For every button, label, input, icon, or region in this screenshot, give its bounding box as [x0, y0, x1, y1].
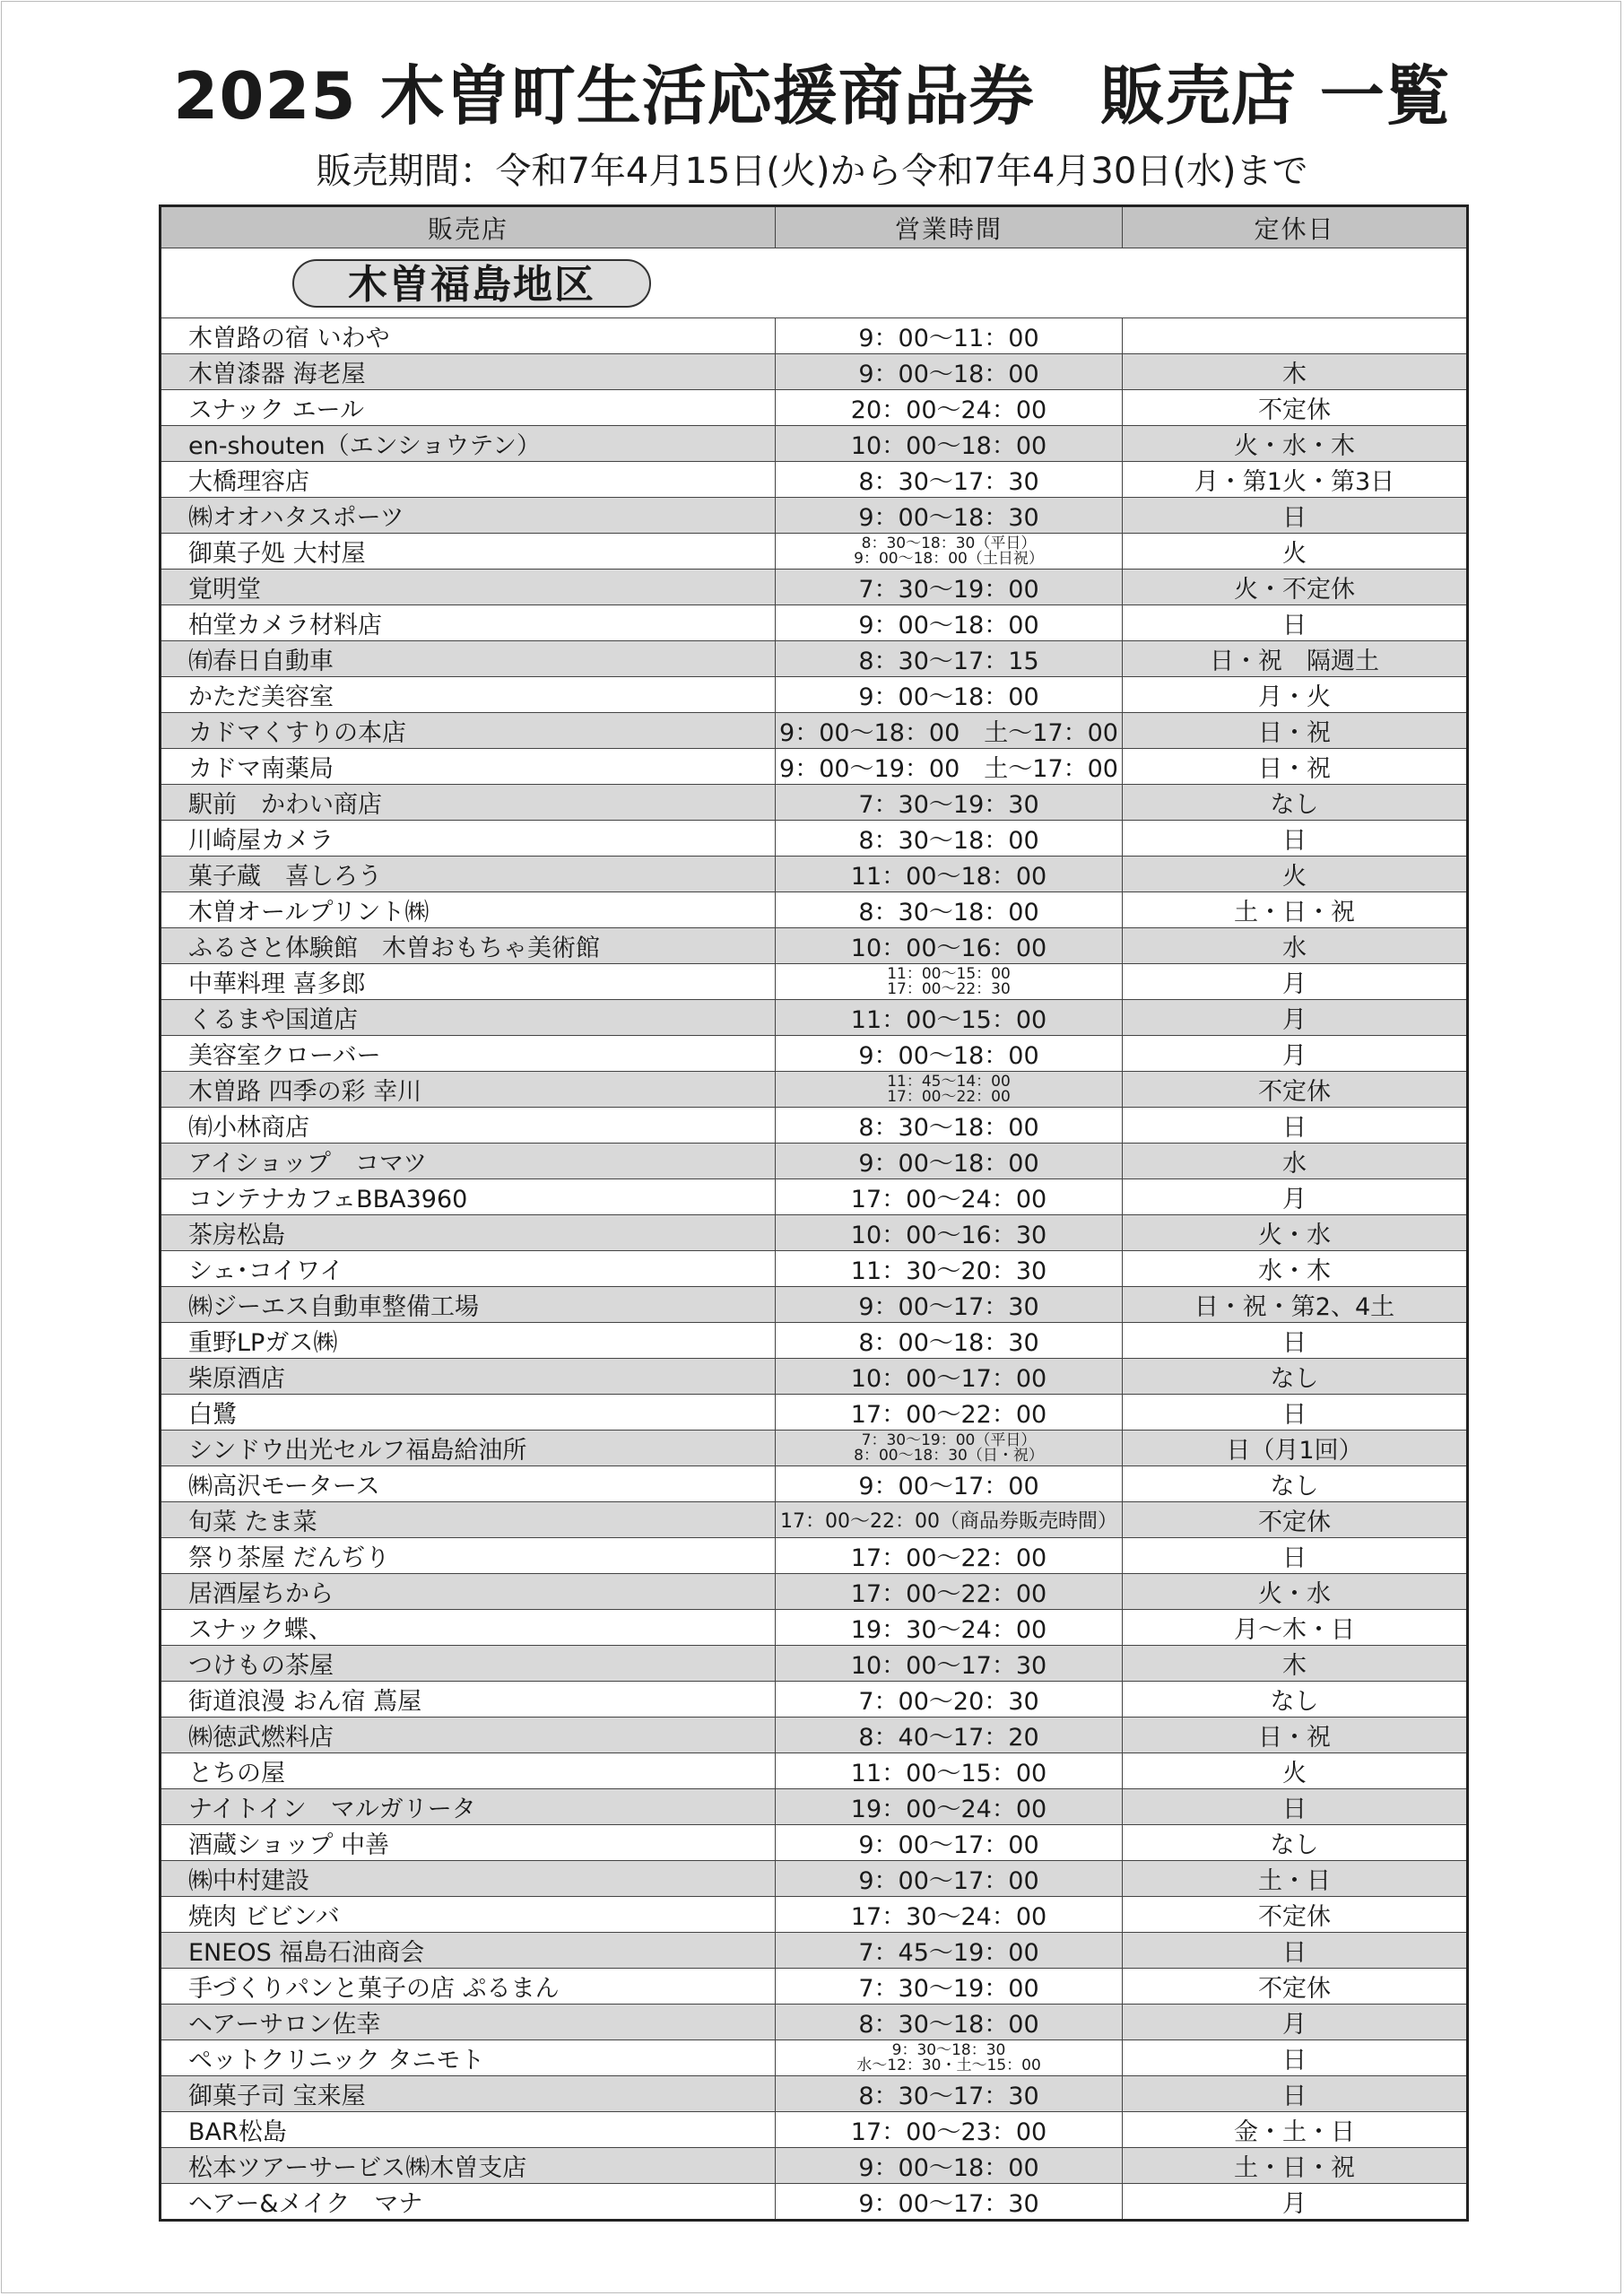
table-row [161, 1108, 1468, 1144]
closed-days: 不定休 [1123, 1502, 1468, 1538]
table-row [161, 390, 1468, 426]
store-name: とちの屋 [161, 1753, 776, 1789]
store-name: 菓子蔵 喜しろう [161, 857, 776, 892]
table-row [161, 498, 1468, 534]
sales-period: 販売期間：令和7年4月15日(火)から令和7年4月30日(水)まで [316, 151, 1308, 192]
table-row [161, 1538, 1468, 1574]
table-row [161, 928, 1468, 964]
table-row [161, 1179, 1468, 1215]
business-hours: 10：00～16：00 [776, 928, 1123, 964]
business-hours: 17：00～24：00 [776, 1179, 1123, 1215]
store-name: カドマくすりの本店 [161, 713, 776, 749]
business-hours: 10：00～17：30 [776, 1646, 1123, 1682]
business-hours: 9：00～18：00 [776, 605, 1123, 641]
table-row [161, 2184, 1468, 2221]
closed-days: なし [1123, 785, 1468, 821]
store-name: 酒蔵ショップ 中善 [161, 1825, 776, 1861]
table-row [161, 1574, 1468, 1610]
business-hours: 7：30～19：30 [776, 785, 1123, 821]
business-hours-line2: 水～12：30・土～15：00 [856, 2056, 1041, 2074]
table-row [161, 1359, 1468, 1395]
business-hours: 9：00～11：00 [776, 318, 1123, 354]
closed-days: 月 [1123, 1000, 1468, 1036]
store-name: アイショップ コマツ [161, 1144, 776, 1179]
business-hours: 7：00～20：30 [776, 1682, 1123, 1718]
business-hours: 17：00～22：00 [776, 1395, 1123, 1431]
column-header-store: 販売店 [161, 206, 776, 248]
table-row [161, 857, 1468, 892]
table-row [161, 2040, 1468, 2076]
table-row [161, 1287, 1468, 1323]
store-name: 重野LPガス㈱ [161, 1323, 776, 1359]
closed-days: 木 [1123, 1646, 1468, 1682]
store-name: ヘアー&メイク マナ [161, 2184, 776, 2221]
closed-days [1123, 318, 1468, 354]
store-list-table [159, 204, 1469, 2222]
store-name: 旬菜 たま菜 [161, 1502, 776, 1538]
business-hours: 19：30～24：00 [776, 1610, 1123, 1646]
business-hours-line1: 8：30～18：30（平日） [861, 534, 1037, 552]
store-name: 柴原酒店 [161, 1359, 776, 1395]
store-name: かただ美容室 [161, 677, 776, 713]
business-hours-line1: 7：30～19：00（平日） [861, 1431, 1037, 1449]
store-name: 手づくりパンと菓子の店 ぷるまん [161, 1969, 776, 2005]
business-hours: 8：30～17：15 [776, 641, 1123, 677]
store-name: シンドウ出光セルフ福島給油所 [161, 1431, 776, 1466]
business-hours [776, 1431, 1123, 1466]
business-hours-line2: 8：00～18：30（日・祝） [854, 1446, 1044, 1465]
store-name: くるまや国道店 [161, 1000, 776, 1036]
store-name: ㈱高沢モータース [161, 1466, 776, 1502]
store-name: コンテナカフェBBA3960 [161, 1179, 776, 1215]
store-name: 焼肉 ビビンバ [161, 1897, 776, 1933]
store-name: 茶房松島 [161, 1215, 776, 1251]
table-row [161, 605, 1468, 641]
table-row [161, 1646, 1468, 1682]
closed-days: なし [1123, 1466, 1468, 1502]
district-label: 木曽福島地区 [292, 259, 651, 308]
business-hours-line2: 17：00～22：30 [887, 979, 1011, 998]
business-hours: 10：00～16：30 [776, 1215, 1123, 1251]
store-name: つけもの茶屋 [161, 1646, 776, 1682]
table-row [161, 641, 1468, 677]
closed-days: 日（月1回） [1123, 1431, 1468, 1466]
store-name: 居酒屋ちから [161, 1574, 776, 1610]
business-hours: 8：00～18：30 [776, 1323, 1123, 1359]
table-header-row [161, 206, 1468, 248]
closed-days: 土・日・祝 [1123, 892, 1468, 928]
business-hours: 19：00～24：00 [776, 1789, 1123, 1825]
store-name: 白鷺 [161, 1395, 776, 1431]
closed-days: 日 [1123, 1108, 1468, 1144]
table-row [161, 1610, 1468, 1646]
closed-days: 日 [1123, 1323, 1468, 1359]
store-name: 美容室クローバー [161, 1036, 776, 1072]
closed-days: 水 [1123, 928, 1468, 964]
store-name: 木曽漆器 海老屋 [161, 354, 776, 390]
table-row [161, 1144, 1468, 1179]
closed-days: 月 [1123, 1036, 1468, 1072]
store-name: ナイトイン マルガリータ [161, 1789, 776, 1825]
closed-days: 土・日 [1123, 1861, 1468, 1897]
store-name: 駅前 かわい商店 [161, 785, 776, 821]
closed-days: 不定休 [1123, 1969, 1468, 2005]
business-hours: 9：00～18：00 [776, 1036, 1123, 1072]
closed-days: 月 [1123, 964, 1468, 1000]
business-hours: 9：00～17：00 [776, 1466, 1123, 1502]
business-hours: 7：45～19：00 [776, 1933, 1123, 1969]
store-name: スナック蝶、 [161, 1610, 776, 1646]
table-row [161, 821, 1468, 857]
store-name: ㈱中村建設 [161, 1861, 776, 1897]
business-hours: 9：00～17：00 [776, 1825, 1123, 1861]
store-name: 街道浪漫 おん宿 蔦屋 [161, 1682, 776, 1718]
business-hours: 9：00～17：00 [776, 1861, 1123, 1897]
closed-days: 月 [1123, 2184, 1468, 2221]
closed-days: 月～木・日 [1123, 1610, 1468, 1646]
closed-days: 月 [1123, 1179, 1468, 1215]
business-hours: 17：30～24：00 [776, 1897, 1123, 1933]
store-name: 木曽オールプリント㈱ [161, 892, 776, 928]
closed-days: 火 [1123, 1753, 1468, 1789]
table-row [161, 1036, 1468, 1072]
business-hours: 8：40～17：20 [776, 1718, 1123, 1753]
table-row [161, 1969, 1468, 2005]
store-name: スナック エール [161, 390, 776, 426]
closed-days: 日 [1123, 605, 1468, 641]
store-name: 御菓子処 大村屋 [161, 534, 776, 570]
table-row [161, 1215, 1468, 1251]
closed-days: 不定休 [1123, 1897, 1468, 1933]
closed-days: 日・祝 隔週土 [1123, 641, 1468, 677]
closed-days: 火・水・木 [1123, 426, 1468, 462]
business-hours: 9：00～18：00 [776, 2148, 1123, 2184]
closed-days: 日・祝 [1123, 1718, 1468, 1753]
store-name: 柏堂カメラ材料店 [161, 605, 776, 641]
table-row [161, 892, 1468, 928]
table-row [161, 1431, 1468, 1466]
business-hours: 8：30～18：00 [776, 892, 1123, 928]
table-row [161, 1718, 1468, 1753]
table-row [161, 534, 1468, 570]
business-hours: 10：00～17：00 [776, 1359, 1123, 1395]
closed-days: 日 [1123, 1395, 1468, 1431]
closed-days: 不定休 [1123, 1072, 1468, 1108]
business-hours: 17：00～22：00（商品券販売時間） [776, 1502, 1123, 1538]
closed-days: 月・火 [1123, 677, 1468, 713]
store-name: ペットクリニック タニモト [161, 2040, 776, 2076]
store-name: en-shouten（エンショウテン） [161, 426, 776, 462]
business-hours: 9：00～18：00 [776, 354, 1123, 390]
closed-days: 不定休 [1123, 390, 1468, 426]
table-row [161, 1861, 1468, 1897]
closed-days: 水 [1123, 1144, 1468, 1179]
business-hours: 7：30～19：00 [776, 1969, 1123, 2005]
business-hours: 8：30～17：30 [776, 462, 1123, 498]
business-hours: 17：00～23：00 [776, 2112, 1123, 2148]
table-row [161, 570, 1468, 605]
business-hours: 8：30～17：30 [776, 2076, 1123, 2112]
closed-days: 日 [1123, 1538, 1468, 1574]
closed-days: 日 [1123, 821, 1468, 857]
business-hours-line1: 11：00～15：00 [887, 964, 1011, 983]
table-row [161, 1395, 1468, 1431]
closed-days: なし [1123, 1825, 1468, 1861]
business-hours-line1: 9：30～18：30 [891, 2040, 1006, 2059]
closed-days: 火・水 [1123, 1215, 1468, 1251]
business-hours: 9：00～17：30 [776, 2184, 1123, 2221]
table-row [161, 2076, 1468, 2112]
table-row [161, 749, 1468, 785]
table-row [161, 1502, 1468, 1538]
page-title: 2025 木曽町生活応援商品券 販売店 一覧 [173, 58, 1451, 134]
closed-days: 日・祝 [1123, 713, 1468, 749]
business-hours: 8：30～18：00 [776, 821, 1123, 857]
business-hours: 17：00～22：00 [776, 1538, 1123, 1574]
table-row [161, 2005, 1468, 2040]
business-hours: 11：30～20：30 [776, 1251, 1123, 1287]
table-row [161, 354, 1468, 390]
column-header-closed: 定休日 [1123, 206, 1468, 248]
closed-days: 日 [1123, 2040, 1468, 2076]
table-row [161, 318, 1468, 354]
closed-days: 火 [1123, 857, 1468, 892]
store-name: 覚明堂 [161, 570, 776, 605]
business-hours: 9：00～19：00 土～17：00 [776, 749, 1123, 785]
table-row [161, 1897, 1468, 1933]
business-hours-line2: 17：00～22：00 [887, 1087, 1011, 1106]
business-hours: 11：00～15：00 [776, 1000, 1123, 1036]
table-row [161, 1933, 1468, 1969]
store-name: ふるさと体験館 木曽おもちゃ美術館 [161, 928, 776, 964]
business-hours: 9：00～18：00 土～17：00 [776, 713, 1123, 749]
closed-days: 火 [1123, 534, 1468, 570]
closed-days: 月・第1火・第3日 [1123, 462, 1468, 498]
store-name: ㈱徳武燃料店 [161, 1718, 776, 1753]
store-name: 中華料理 喜多郎 [161, 964, 776, 1000]
table-row [161, 1789, 1468, 1825]
table-row [161, 2148, 1468, 2184]
store-name: ヘアーサロン佐幸 [161, 2005, 776, 2040]
store-name: BAR松島 [161, 2112, 776, 2148]
table-row [161, 1000, 1468, 1036]
closed-days: なし [1123, 1359, 1468, 1395]
store-name: ㈱ジーエス自動車整備工場 [161, 1287, 776, 1323]
table-row [161, 785, 1468, 821]
closed-days: 水・木 [1123, 1251, 1468, 1287]
business-hours [776, 2040, 1123, 2076]
closed-days: 日・祝 [1123, 749, 1468, 785]
closed-days: 火・不定休 [1123, 570, 1468, 605]
table-row [161, 2112, 1468, 2148]
table-row [161, 1466, 1468, 1502]
table-row [161, 1323, 1468, 1359]
business-hours [776, 964, 1123, 1000]
business-hours-line1: 11：45～14：00 [887, 1072, 1011, 1091]
store-name: 御菓子司 宝来屋 [161, 2076, 776, 2112]
table-row [161, 677, 1468, 713]
closed-days: 木 [1123, 354, 1468, 390]
business-hours: 9：00～18：00 [776, 1144, 1123, 1179]
closed-days: 金・土・日 [1123, 2112, 1468, 2148]
store-name: 木曽路の宿 いわや [161, 318, 776, 354]
business-hours: 9：00～18：30 [776, 498, 1123, 534]
business-hours: 10：00～18：00 [776, 426, 1123, 462]
closed-days: 日 [1123, 1933, 1468, 1969]
table-row [161, 1072, 1468, 1108]
district-row [161, 248, 1468, 318]
store-name: カドマ南薬局 [161, 749, 776, 785]
store-name: 木曽路 四季の彩 幸川 [161, 1072, 776, 1108]
table-row [161, 713, 1468, 749]
business-hours: 11：00～18：00 [776, 857, 1123, 892]
business-hours: 8：30～18：00 [776, 1108, 1123, 1144]
table-row [161, 426, 1468, 462]
store-name: ㈱オオハタスポーツ [161, 498, 776, 534]
closed-days: なし [1123, 1682, 1468, 1718]
table-row [161, 1825, 1468, 1861]
store-name: 大橋理容店 [161, 462, 776, 498]
business-hours [776, 1072, 1123, 1108]
closed-days: 土・日・祝 [1123, 2148, 1468, 2184]
business-hours: 9：00～17：30 [776, 1287, 1123, 1323]
store-name: ENEOS 福島石油商会 [161, 1933, 776, 1969]
closed-days: 火・水 [1123, 1574, 1468, 1610]
table-row [161, 462, 1468, 498]
business-hours: 11：00～15：00 [776, 1753, 1123, 1789]
closed-days: 日・祝・第2、4土 [1123, 1287, 1468, 1323]
business-hours-line2: 9：00～18：00（土日祝） [854, 549, 1044, 568]
closed-days: 日 [1123, 2076, 1468, 2112]
table-row [161, 1753, 1468, 1789]
business-hours [776, 534, 1123, 570]
business-hours: 17：00～22：00 [776, 1574, 1123, 1610]
store-name: ㈲小林商店 [161, 1108, 776, 1144]
store-name: 川崎屋カメラ [161, 821, 776, 857]
table-row [161, 1251, 1468, 1287]
business-hours: 7：30～19：00 [776, 570, 1123, 605]
closed-days: 日 [1123, 498, 1468, 534]
table-row [161, 1682, 1468, 1718]
business-hours: 8：30～18：00 [776, 2005, 1123, 2040]
store-name: 祭り茶屋 だんぢり [161, 1538, 776, 1574]
business-hours: 9：00～18：00 [776, 677, 1123, 713]
store-name: シェ･コイワイ [161, 1251, 776, 1287]
store-name: ㈲春日自動車 [161, 641, 776, 677]
store-name: 松本ツアーサービス㈱木曽支店 [161, 2148, 776, 2184]
column-header-hours: 営業時間 [776, 206, 1123, 248]
table-row [161, 964, 1468, 1000]
business-hours: 20：00～24：00 [776, 390, 1123, 426]
district-cell [161, 248, 1468, 318]
closed-days: 月 [1123, 2005, 1468, 2040]
closed-days: 日 [1123, 1789, 1468, 1825]
